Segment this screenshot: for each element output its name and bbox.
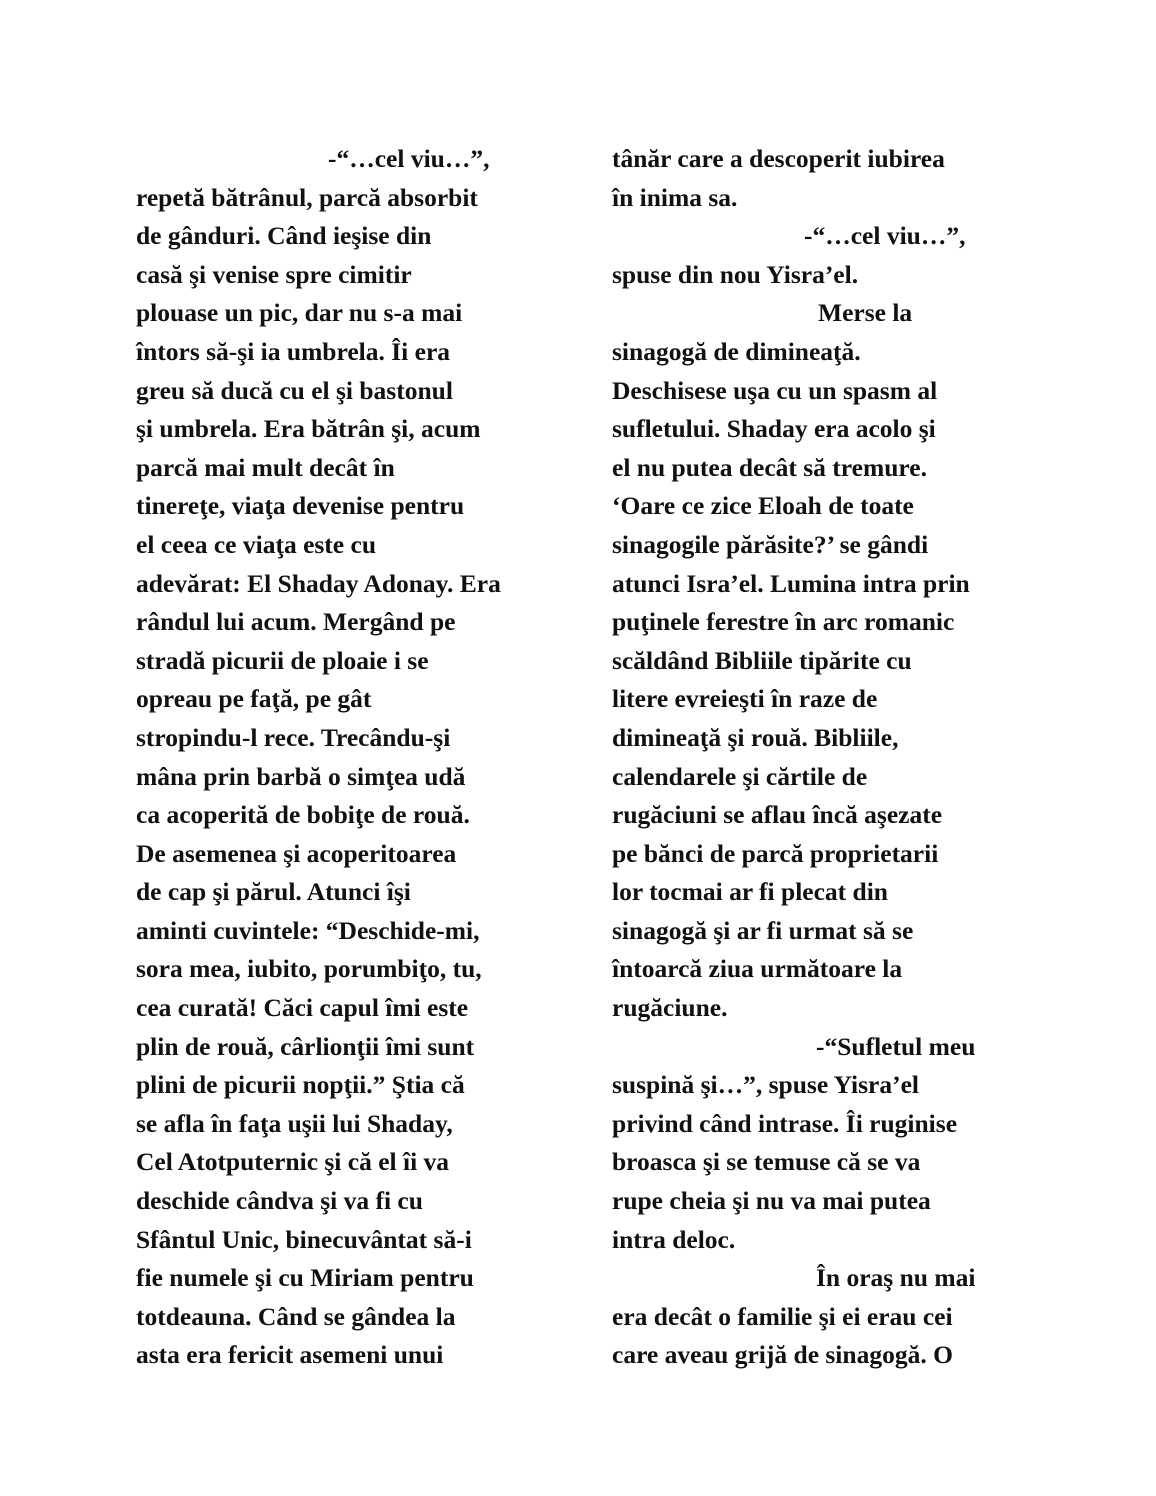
text-line: greu să ducă cu el şi bastonul (136, 375, 453, 405)
text-line: el ceea ce viaţa este cu (136, 529, 376, 559)
text-line: întoarcă ziua următoare la (612, 954, 903, 984)
text-line: sinagogă de dimineaţă. (612, 336, 861, 366)
text-line: Cel Atotputernic şi că el îi va (136, 1147, 450, 1177)
text-line: plini de picurii nopţii.” Ştia că (136, 1070, 465, 1100)
text-line: şi umbrela. Era bătrân şi, acum (136, 414, 481, 444)
text-line: asta era fericit asemeni unui (136, 1340, 444, 1370)
text-line: cea curată! Căci capul îmi este (136, 993, 469, 1023)
text-line: rupe cheia şi nu va mai putea (612, 1186, 931, 1216)
text-line: adevărat: El Shaday Adonay. Era (136, 568, 501, 598)
text-line: rândul lui acum. Mergând pe (136, 607, 456, 637)
text-line: rugăciuni se aflau încă aşezate (612, 800, 943, 830)
text-line: parcă mai mult decât în (136, 452, 395, 482)
text-line: repetă bătrânul, parcă absorbit (136, 182, 478, 212)
text-line: sinagogă şi ar fi urmat să se (612, 915, 914, 945)
text-line: era decât o familie şi ei erau cei (612, 1301, 953, 1331)
text-line: scăldând Bibliile tipărite cu (612, 645, 912, 675)
text-line: ‘Oare ce zice Eloah de toate (612, 491, 914, 521)
text-line: tânăr care a descoperit iubirea (612, 144, 945, 173)
left-text-column (136, 140, 556, 1375)
text-line: spuse din nou Yisra’el. (612, 259, 859, 289)
text-line: întors să-şi ia umbrela. Îi era (136, 336, 451, 366)
text-line: suspină şi…”, spuse Yisra’el (612, 1070, 920, 1100)
text-line: lor tocmai ar fi plecat din (612, 877, 888, 907)
text-line: puţinele ferestre în arc romanic (612, 607, 955, 637)
text-line: Deschisese uşa cu un spasm al (612, 375, 938, 405)
text-line: de gânduri. Când ieşise din (136, 221, 432, 251)
text-line: Merse la (818, 298, 913, 328)
text-line: tinereţe, viaţa devenise pentru (136, 491, 465, 521)
text-line: În oraş nu mai (816, 1263, 976, 1293)
text-line: sinagogile părăsite?’ se gândi (612, 529, 929, 559)
right-text-column (612, 140, 1042, 1375)
text-line: fie numele şi cu Miriam pentru (136, 1263, 474, 1293)
text-line: casă şi venise spre cimitir (136, 259, 412, 289)
text-line: totdeauna. Când se gândea la (136, 1301, 456, 1331)
text-line: stradă picurii de ploaie i se (136, 645, 429, 675)
text-line: de cap şi părul. Atunci îşi (136, 877, 411, 907)
text-line: -“…cel viu…”, (804, 221, 966, 251)
text-line: deschide cândva şi va fi cu (136, 1186, 423, 1216)
text-line: calendarele şi cărtile de (612, 761, 868, 791)
text-line: aminti cuvintele: “Deschide-mi, (136, 915, 480, 945)
text-line: stropindu-l rece. Trecându-şi (136, 722, 451, 752)
text-line: în inima sa. (612, 182, 738, 212)
text-line: Sfântul Unic, binecuvântat să-i (136, 1224, 472, 1254)
text-line: dimineaţă şi rouă. Bibliile, (612, 722, 899, 752)
text-line: opreau pe faţă, pe gât (136, 684, 372, 714)
text-line: ca acoperită de bobiţe de rouă. (136, 800, 470, 830)
text-line: -“…cel viu…”, (328, 144, 490, 173)
text-line: pe bănci de parcă proprietarii (612, 838, 939, 868)
text-line: care aveau grijă de sinagogă. O (612, 1340, 953, 1370)
text-line: plouase un pic, dar nu s-a mai (136, 298, 463, 328)
text-line: sufletului. Shaday era acolo şi (612, 414, 936, 444)
text-line: De asemenea şi acoperitoarea (136, 838, 457, 868)
text-line: rugăciune. (612, 993, 728, 1023)
text-line: broasca şi se temuse că se va (612, 1147, 921, 1177)
text-line: se afla în faţa uşii lui Shaday, (136, 1108, 453, 1138)
text-line: intra deloc. (612, 1224, 736, 1254)
text-line: litere evreieşti în raze de (612, 684, 878, 714)
text-line: mâna prin barbă o simţea udă (136, 761, 466, 791)
text-line: el nu putea decât să tremure. (612, 452, 927, 482)
text-line: privind când intrase. Îi ruginise (612, 1108, 958, 1138)
text-line: -“Sufletul meu (816, 1031, 976, 1061)
text-line: plin de rouă, cârlionţii îmi sunt (136, 1031, 475, 1061)
text-line: sora mea, iubito, porumbiţo, tu, (136, 954, 482, 984)
text-line: atunci Isra’el. Lumina intra prin (612, 568, 970, 598)
